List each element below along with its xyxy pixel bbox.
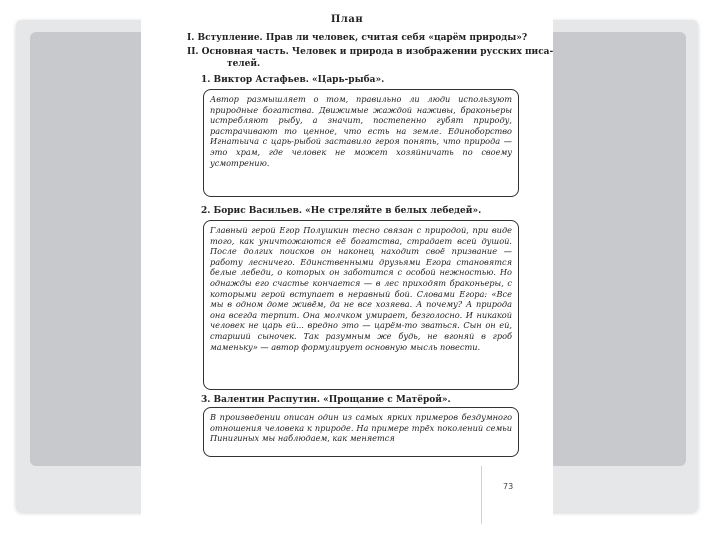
outline-item-main-part-continued: телей. bbox=[227, 59, 261, 69]
page-title: План bbox=[330, 14, 364, 25]
page-number: 73 bbox=[503, 482, 514, 491]
section-heading-vasiliev: 2. Борис Васильев. «Не стреляйте в белых лебедей». bbox=[201, 206, 482, 216]
section-box-rasputin bbox=[203, 407, 519, 457]
section-text-rasputin: В произведении описан один из самых ярких примеров бездумного отношения человека к природе. На примере трёх поколений семьи Пинигиных мы наблюдаем, как меняется bbox=[210, 412, 512, 444]
outline-item-introduction: I. Вступление. Прав ли человек, считая себя «царём природы»? bbox=[187, 33, 528, 43]
footer-divider bbox=[481, 466, 482, 524]
section-heading-astafiev: 1. Виктор Астафьев. «Царь-рыба». bbox=[201, 75, 385, 85]
section-text-astafiev: Автор размышляет о том, правильно ли люди используют природные богатства. Движимые жаждой наживы, браконьеры истребляют рыбу, а значит, постепенно губят природу, растрачивают то ценное, что есть на земле. Единоборство Игнатьича с царь-рыбой заставило героя понять, что природа — это храм, где человек не может хозяйничать по своему усмотрению. bbox=[210, 94, 512, 168]
section-heading-rasputin: 3. Валентин Распутин. «Прощание с Матёрой». bbox=[201, 395, 451, 405]
outline-item-main-part: II. Основная часть. Человек и природа в изображении русских писа- bbox=[187, 47, 553, 57]
section-box-astafiev bbox=[203, 89, 519, 197]
section-box-vasiliev bbox=[203, 220, 519, 390]
page-footer bbox=[141, 466, 553, 524]
document-page bbox=[141, 0, 553, 524]
section-text-vasiliev: Главный герой Егор Полушкин тесно связан с природой, при виде того, как уничтожаются её богатства, страдает всей душой. После долгих поисков он наконец находит своё призвание — работу лесничего. Единственными друзьями Егора становятся белые лебеди, о которых он заботится с особой нежностью. Но однажды его счастье кончается — в лес приходят браконьеры, с которыми герой вступает в неравный бой. Словами Егора: «Все мы в одном доме живём, да не все хозяева. А почему? А природа она всегда терпит. Она молчком умирает, безголосно. И никакой человек не царь ей... вредно это — царём-то зваться. Сын он ей, старший сыночек. Так разумным же будь, не вгоняй в гроб маменьку» — автор формулирует основную мысль повести. bbox=[210, 225, 512, 352]
